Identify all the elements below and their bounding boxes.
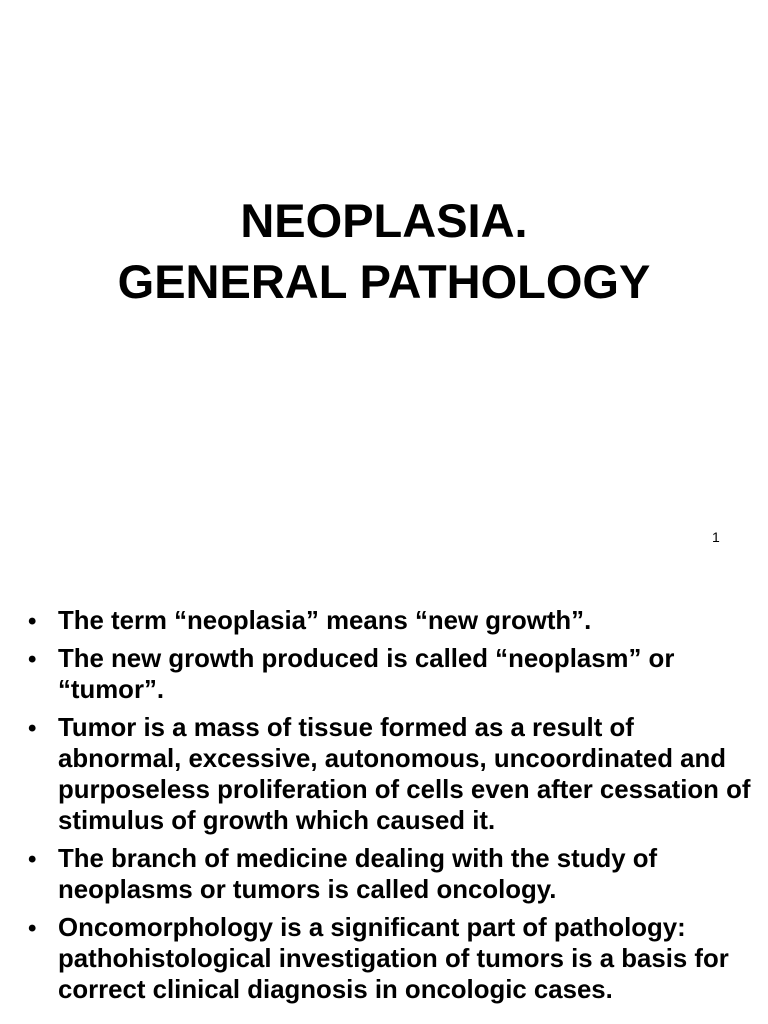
bullet-text: The branch of medicine dealing with the study of neoplasms or tumors is called oncology. xyxy=(58,845,658,904)
slide-number: 1 xyxy=(712,529,720,545)
bullet-dot-icon: • xyxy=(28,846,37,873)
bullet-list xyxy=(0,606,768,1013)
bullet-dot-icon: • xyxy=(28,608,37,635)
title-line-1: NEOPLASIA. xyxy=(240,194,528,247)
slide-title xyxy=(0,190,768,312)
bullet-text: Oncomorphology is a significant part of pathology: pathohistological investigation of tumors is a basis for correct clinical diagnosis in oncologic cases. xyxy=(58,914,729,1004)
bullet-item xyxy=(0,913,768,1006)
bullet-item xyxy=(0,844,768,906)
content-slide xyxy=(0,576,768,1024)
bullet-text: The new growth produced is called “neoplasm” or “tumor”. xyxy=(58,645,675,704)
bullet-dot-icon: • xyxy=(28,646,37,673)
bullet-item xyxy=(0,713,768,837)
title-line-2: GENERAL PATHOLOGY xyxy=(117,255,651,308)
bullet-item xyxy=(0,606,768,637)
bullet-text: The term “neoplasia” means “new growth”. xyxy=(58,607,592,635)
bullet-item xyxy=(0,644,768,706)
bullet-text: Tumor is a mass of tissue formed as a result of abnormal, excessive, autonomous, uncoordinated and purposeless proliferation of cells even after cessation of stimulus of growth which caused it. xyxy=(58,714,751,835)
bullet-dot-icon: • xyxy=(28,715,37,742)
bullet-dot-icon: • xyxy=(28,915,37,942)
